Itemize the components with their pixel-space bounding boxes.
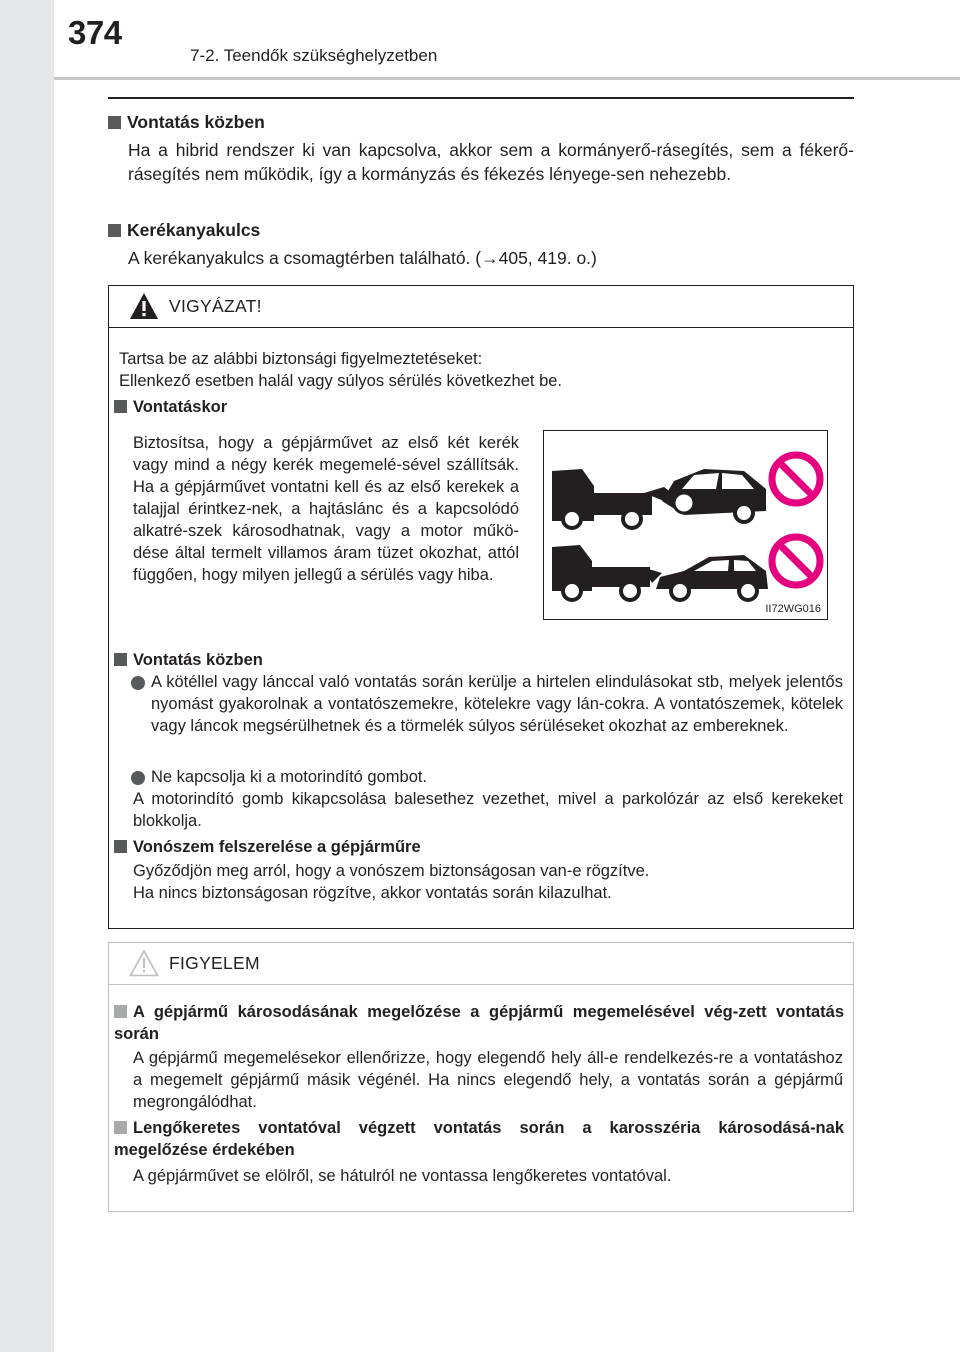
square-bullet-icon [114,840,127,853]
during-heading: Vontatás közben [114,649,263,671]
caution-title: VIGYÁZAT! [169,296,262,316]
car-flat-icon [656,555,768,600]
prohibited-icon [772,537,820,585]
towing-text: Biztosítsa, hogy a gépjárművet az első két kerék vagy mind a négy kerék megemelé-sével szállítsák. Ha a gépjárművet vontatni kell és az első kerekek a talajjal érintkez-nek, a hajtáslánc és a kapcsolódó alkatré-szek károsodhatnak, vagy a motor műkö-dése által termelt villamos áram tüzet okozhat, attól függően, hogy milyen jellegű a sérülés vagy hiba. [133,434,519,584]
notice-item-heading: Lengőkeretes vontatóval végzett vontatás során a karosszéria károsodásá-nak megelőzése érdekében [114,1119,844,1159]
square-bullet-icon [114,653,127,666]
square-bullet-icon [114,400,127,413]
tow-truck-icon [552,545,662,600]
notice-box [108,942,854,1212]
car-lifted-icon [662,469,766,522]
figure-code: II72WG016 [765,603,821,615]
caution-intro: Tartsa be az alábbi biztonsági figyelmeztetéseket: [119,350,483,368]
page-number: 374 [68,14,122,51]
warning-triangle-icon [129,292,159,320]
section-heading: Kerékanyakulcs [108,218,260,242]
content-top-rule [108,97,854,99]
towing-heading: Vontatáskor [114,396,227,418]
section-text: A kerékanyakulcs a csomagtérben található. (→405, 419. o.) [128,248,597,268]
towing-illustration [543,430,828,620]
square-bullet-icon [114,1121,127,1134]
eye-heading: Vonószem felszerelése a gépjárműre [114,836,421,858]
notice-item-text: A gépjármű megemelésekor ellenőrizze, hogy elegendő hely áll-e rendelkezés-re a vontatáshoz a megemelt gépjármű másik végénél. Ha nincs elegendő hely, a vontatás során a gépjármű megrongálódhat. [133,1049,843,1111]
section-heading: Vontatás közben [108,110,265,134]
caution-header [109,286,853,328]
section-text: Ha a hibrid rendszer ki van kapcsolva, akkor sem a kormányerő-rásegítés, sem a fékerő-rásegítés nem működik, így a kormányzás és fékezés lényege-sen nehezebb. [128,140,854,184]
bullet-text: A motorindító gomb kikapcsolása balesethez vezethet, mivel a parkolózár az első kerekeket blokkolja. [133,790,843,830]
eye-text: Ha nincs biztonságosan rögzítve, akkor vontatás során kilazulhat. [133,884,612,902]
bullet-text: Ne kapcsolja ki a motorindító gombot. [151,768,428,786]
square-bullet-icon [108,116,121,129]
prohibited-icon [772,455,820,503]
round-bullet-icon [131,771,145,785]
tow-truck-icon [552,469,672,528]
caution-intro: Ellenkező esetben halál vagy súlyos sérülés következhet be. [119,372,563,390]
header-rule [54,77,960,80]
eye-text: Győződjön meg arról, hogy a vonószem biztonságosan van-e rögzítve. [133,862,650,880]
notice-header [109,943,853,985]
bullet-text: A kötéllel vagy lánccal való vontatás során kerülje a hirtelen elindulásokat stb, melyek jelentős nyomást gyakorolnak a vontatószemekre, kötelekre vagy lán-cokra. A vontatószemek, kötelek vagy láncok megsérülhetnek és a törmelék súlyos sérüléseket okozhat az embereknek. [151,673,843,735]
notice-item-heading: A gépjármű károsodásának megelőzése a gépjármű megemelésével vég-zett vontatás során [114,1003,844,1043]
round-bullet-icon [131,676,145,690]
notice-title: FIGYELEM [169,953,260,973]
square-bullet-icon [108,224,121,237]
notice-triangle-icon [129,949,159,977]
section-title: 7-2. Teendők szükséghelyzetben [190,46,438,65]
square-bullet-icon [114,1005,127,1018]
side-strip [0,0,54,1352]
notice-item-text: A gépjárművet se elölről, se hátulról ne vontassa lengőkeretes vontatóval. [133,1167,672,1185]
